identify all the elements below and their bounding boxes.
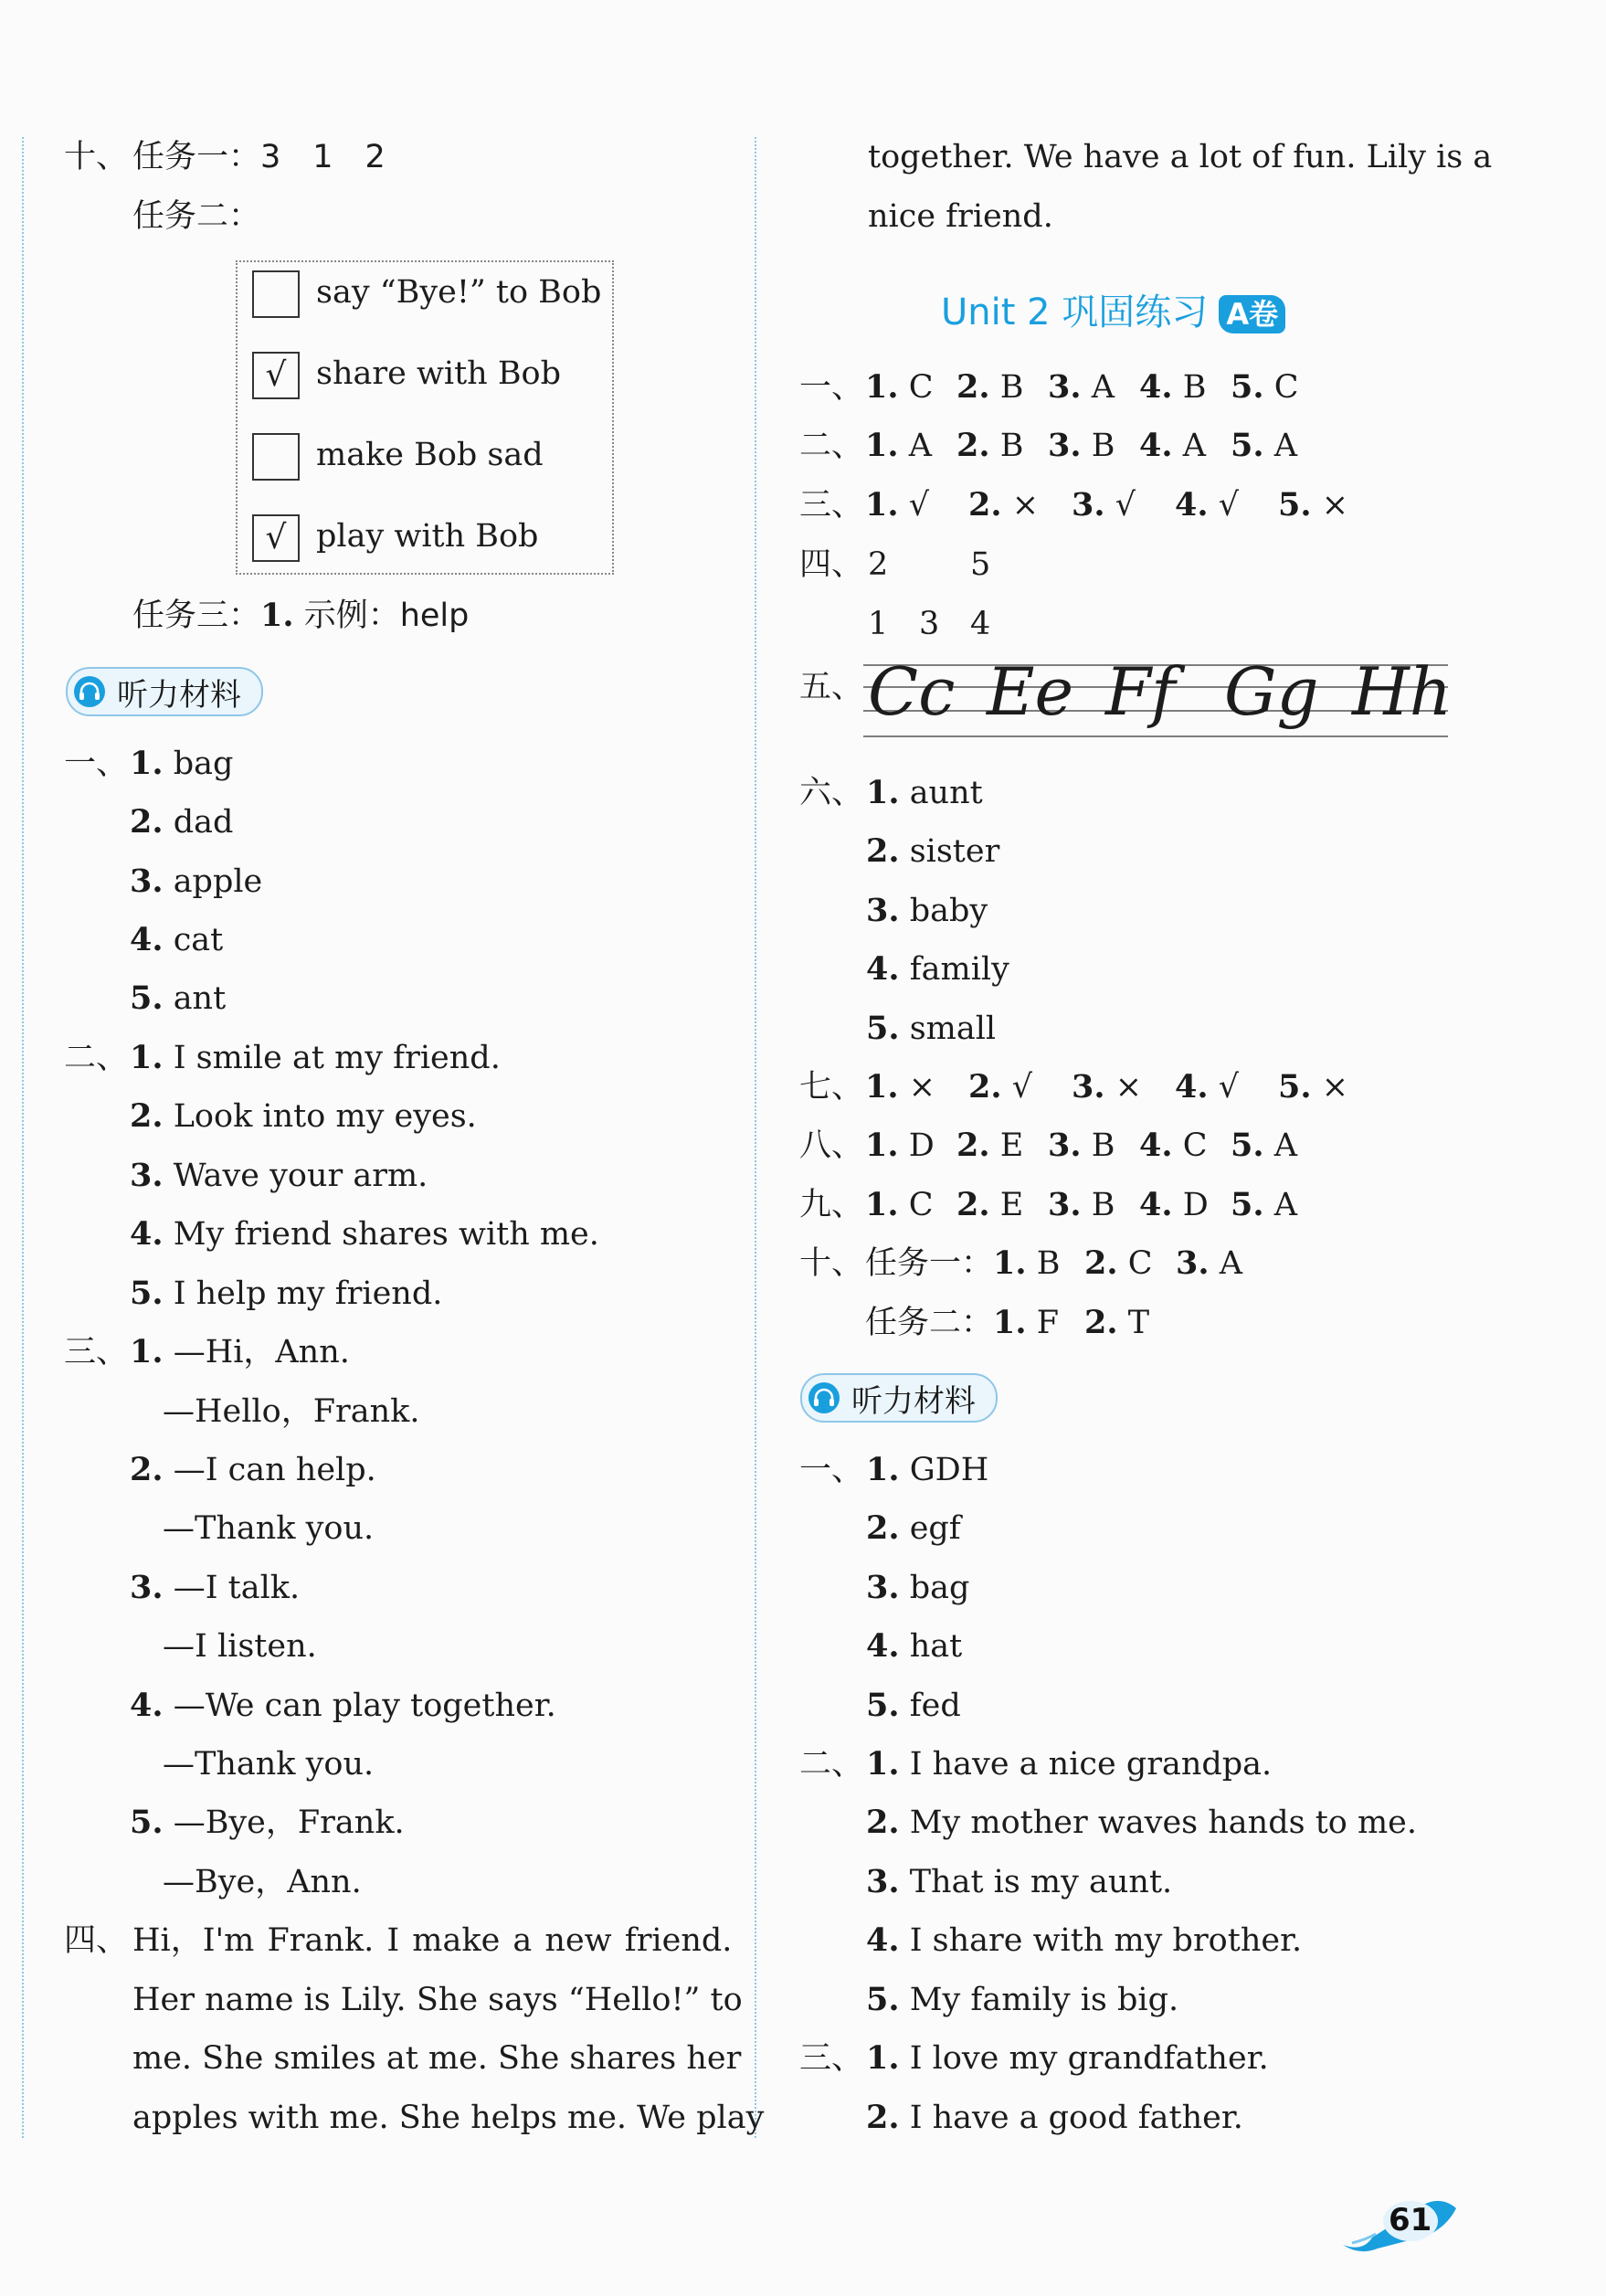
passage-line: nice friend. — [868, 198, 1053, 235]
list-item: 4. family — [866, 950, 1009, 988]
list-item: 5. My family is big. — [866, 1981, 1179, 2018]
checkbox-2[interactable] — [252, 352, 300, 399]
list-item: 1. bag — [130, 745, 234, 782]
dialogue-line: 5. —Bye，Frank. — [130, 1804, 405, 1841]
list-item: 1. I have a nice grandpa. — [866, 1745, 1273, 1783]
checkbox-3[interactable] — [252, 433, 300, 481]
list-item: 4. My friend shares with me. — [130, 1215, 599, 1253]
passage-line: apples with me. She helps me. We play — [132, 2100, 765, 2136]
passage-line: me. She smiles at me. She shares her — [132, 2040, 742, 2077]
checklist-option: make Bob sad — [316, 437, 544, 473]
listening-title: 听力材料 — [851, 1382, 976, 1420]
checklist-option: share with Bob — [316, 355, 562, 392]
rl3-label: 三、 — [799, 2040, 864, 2077]
passage-line: Hi，I'm Frank. I make a new friend. — [132, 1922, 733, 1959]
list-item: 5. ant — [130, 979, 227, 1017]
rl2-label: 二、 — [799, 1746, 864, 1783]
answer-row: 九、1. C 2. E 3. B 4. D 5. A — [799, 1186, 1297, 1223]
passage-line: together. We have a lot of fun. Lily is a — [868, 139, 1493, 175]
list-item: 2. dad — [130, 803, 234, 841]
answer-row: 一、1. C 2. B 3. A 4. B 5. C — [799, 368, 1299, 406]
list-item: 1. GDH — [866, 1451, 989, 1488]
list-item: 3. apple — [130, 862, 263, 900]
list-item: 5. small — [866, 1010, 997, 1047]
dialogue-line: —Bye，Ann. — [163, 1864, 362, 1900]
dialogue-line: —Thank you. — [163, 1510, 375, 1547]
checkbox-1[interactable] — [252, 270, 300, 318]
list-item: 3. That is my aunt. — [866, 1863, 1173, 1900]
dialogue-line: 3. —I talk. — [130, 1569, 301, 1606]
q4-answer: 2 — [868, 546, 889, 583]
q4-answer: 3 — [919, 606, 940, 642]
list-item: 5. fed — [866, 1687, 961, 1724]
listening-header — [66, 667, 263, 716]
l1-label: 一、 — [64, 746, 129, 782]
list-item: 3. Wave your arm. — [130, 1157, 428, 1194]
checkbox-4[interactable] — [252, 514, 300, 562]
q4-label: 四、 — [799, 546, 864, 583]
left-margin-line — [22, 137, 24, 2138]
headphones-icon — [808, 1381, 840, 1414]
dialogue-line: 1. —Hi，Ann. — [130, 1333, 350, 1370]
list-item: 2. sister — [866, 832, 1000, 870]
task3-prefix: 任务三： — [132, 598, 261, 634]
q4-answer: 4 — [970, 606, 991, 642]
column-separator — [755, 137, 756, 2138]
check-mark: √ — [265, 519, 287, 556]
list-item: 4. cat — [130, 921, 224, 958]
l2-label: 二、 — [64, 1040, 129, 1076]
checklist-option: say “Bye!” to Bob — [316, 274, 602, 311]
s10-task2: 任务二： — [132, 198, 261, 235]
list-item: 3. baby — [866, 892, 988, 929]
task3-number: 1. — [260, 597, 294, 634]
q4-answer: 1 — [868, 606, 889, 642]
q4-answer: 5 — [970, 546, 991, 583]
checklist-option: play with Bob — [316, 518, 539, 555]
handwriting-letters: Cc Ee Ff Gg Hh — [868, 653, 1453, 730]
list-item: 3. bag — [866, 1569, 970, 1606]
q5-label: 五、 — [799, 669, 864, 705]
list-item: 2. I have a good father. — [866, 2099, 1243, 2136]
l3-label: 三、 — [64, 1334, 129, 1370]
answer-row: 三、1. √ 2. × 3. √ 4. √ 5. × — [799, 486, 1349, 524]
q6-label: 六、 — [799, 775, 864, 811]
answer-row: 八、1. D 2. E 3. B 4. C 5. A — [799, 1127, 1297, 1164]
list-item: 4. I share with my brother. — [866, 1921, 1303, 1959]
list-item: 2. egf — [866, 1509, 961, 1547]
list-item: 4. hat — [866, 1627, 963, 1665]
dialogue-line: —Thank you. — [163, 1746, 375, 1783]
rl1-label: 一、 — [799, 1452, 864, 1488]
answer-row: 七、1. × 2. √ 3. × 4. √ 5. × — [799, 1068, 1349, 1106]
list-item: 2. My mother waves hands to me. — [866, 1804, 1417, 1841]
passage-line: Her name is Lily. She says “Hello!” to — [132, 1982, 743, 2018]
answer-row: 二、1. A 2. B 3. B 4. A 5. A — [799, 427, 1297, 464]
headphones-icon — [73, 675, 106, 708]
dialogue-line: —Hello，Frank. — [163, 1393, 420, 1430]
list-item: 1. I love my grandfather. — [866, 2039, 1269, 2077]
unit-title: Unit 2 巩固练习 — [941, 291, 1209, 333]
dialogue-line: 4. —We can play together. — [130, 1687, 556, 1724]
list-item: 1. I smile at my friend. — [130, 1039, 501, 1076]
s10-task3 — [132, 596, 469, 636]
unit-heading — [941, 283, 1285, 335]
l4-label: 四、 — [64, 1922, 129, 1959]
check-mark: √ — [265, 356, 287, 394]
s10-task1: 任务一：3 1 2 — [132, 139, 386, 175]
listening-header — [800, 1373, 998, 1423]
answer-row: 任务二：1. F 2. T — [865, 1304, 1150, 1341]
list-item: 1. aunt — [866, 774, 983, 811]
list-item: 5. I help my friend. — [130, 1275, 443, 1312]
answer-row: 十、任务一：1. B 2. C 3. A — [799, 1244, 1242, 1282]
unit-badge: A卷 — [1219, 295, 1285, 333]
dialogue-line: 2. —I can help. — [130, 1451, 376, 1488]
page-number: 61 — [1389, 2202, 1432, 2238]
listening-title: 听力材料 — [117, 676, 241, 714]
list-item: 2. Look into my eyes. — [130, 1097, 477, 1135]
s10-label: 十、 — [64, 139, 129, 175]
dialogue-line: —I listen. — [163, 1628, 317, 1665]
task3-text: 示例：help — [293, 598, 470, 634]
